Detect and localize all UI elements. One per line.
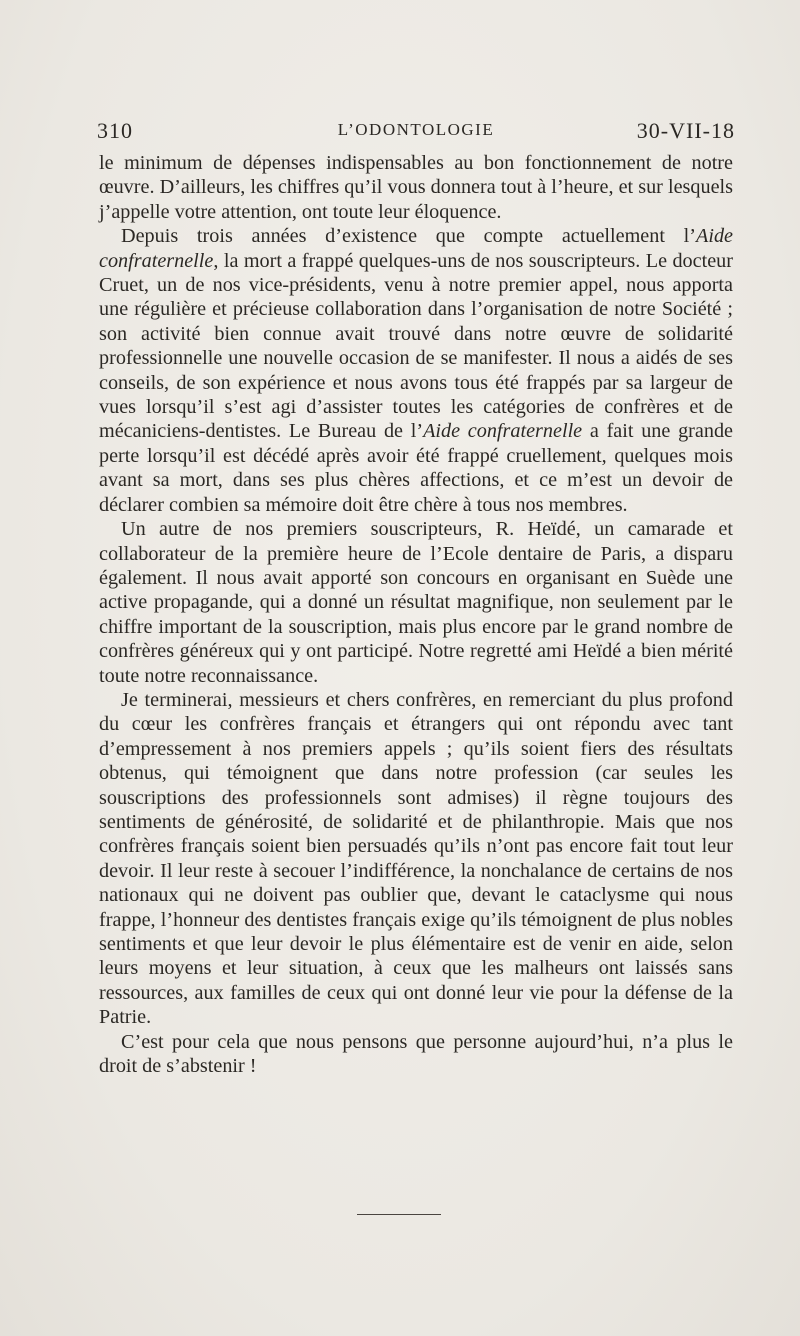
page-header — [97, 118, 735, 148]
paragraph-4: Je terminerai, messieurs et chers confrères, en remerciant du plus profond du cœur les confrères français et étrangers qui ont répondu avec tant d’empressement à nos premiers appels ; qu’ils soient fiers des résultats obtenus, qui témoignent que dans notre profession (car seules les souscriptions des professionnels sont admises) il règne toujours des sentiments de générosité, de solidarité et de philanthropie. Mais que nos confrères français soient bien persuadés qu’ils n’ont pas encore fait tout leur devoir. Il leur reste à secouer l’indifférence, la nonchalance de certains de nos nationaux qui ne doivent pas oublier que, devant le cataclysme qui nous frappe, l’honneur des dentistes français exige qu’ils témoignent de plus nobles sentiments et que leur devoir le plus élémentaire est de venir en aide, selon leurs moyens et leur situation, à ceux que les malheurs ont laissés sans ressources, aux familles de ceux qui ont donné leur vie pour la défense de la Patrie. — [99, 688, 733, 1029]
closing-rule — [357, 1214, 441, 1215]
paragraph-5: C’est pour cela que nous pensons que personne aujourd’hui, n’a plus le droit de s’abstenir ! — [99, 1030, 733, 1078]
society-name-italic: Aide confraternelle — [99, 225, 733, 272]
article-body — [99, 151, 733, 1078]
society-name-italic: Aide confraternelle — [423, 420, 583, 443]
paragraph-2-part-1: Depuis trois années d’existence que compte actuellement l’ — [121, 225, 696, 248]
page-number: 310 — [97, 118, 133, 143]
paragraph-2-part-2: , la mort a frappé quelques-uns de nos souscripteurs. Le docteur Cruet, un de nos vice-présidents, venu à notre premier appel, nous apporta une régulière et précieuse collaboration dans l’organisation de notre Société ; son activité bien connue avait trouvé dans notre œuvre de solidarité professionnelle une nouvelle occasion de se manifester. Il nous a aidés de ses conseils, de son expérience et nous avons tous été frappés par sa largeur de vues lorsqu’il s’est agi d’assister toutes les catégories de confrères et de mécaniciens-dentistes. Le Bureau de l’ — [99, 249, 733, 443]
paragraph-2 — [99, 224, 733, 517]
paragraph-2-part-3: a fait une grande perte lorsqu’il est décédé après avoir été frappé cruellement, quelques mois avant sa mort, dans ses plus chères affections, et ce m’est un devoir de déclarer combien sa mémoire doit être chère à tous nos membres. — [99, 420, 733, 516]
running-title: L’ODONTOLOGIE — [337, 120, 495, 139]
paragraph-1: le minimum de dépenses indispensables au bon fonctionnement de notre œuvre. D’ailleurs, les chiffres qu’il vous donnera tout à l’heure, et sur lesquels j’appelle votre attention, ont toute leur éloquence. — [99, 152, 733, 223]
issue-date: 30-VII-18 — [636, 118, 735, 143]
paragraph-3: Un autre de nos premiers souscripteurs, R. Heïdé, un camarade et collaborateur de la première heure de l’Ecole dentaire de Paris, a disparu également. Il nous avait apporté son concours en organisant en Suède une active propagande, qui a donné un résultat magnifique, non seulement par le chiffre important de la souscription, mais plus encore par le grand nombre de confrères généreux qui y ont participé. Notre regretté ami Heïdé a bien mérité toute notre reconnaissance. — [99, 518, 733, 687]
